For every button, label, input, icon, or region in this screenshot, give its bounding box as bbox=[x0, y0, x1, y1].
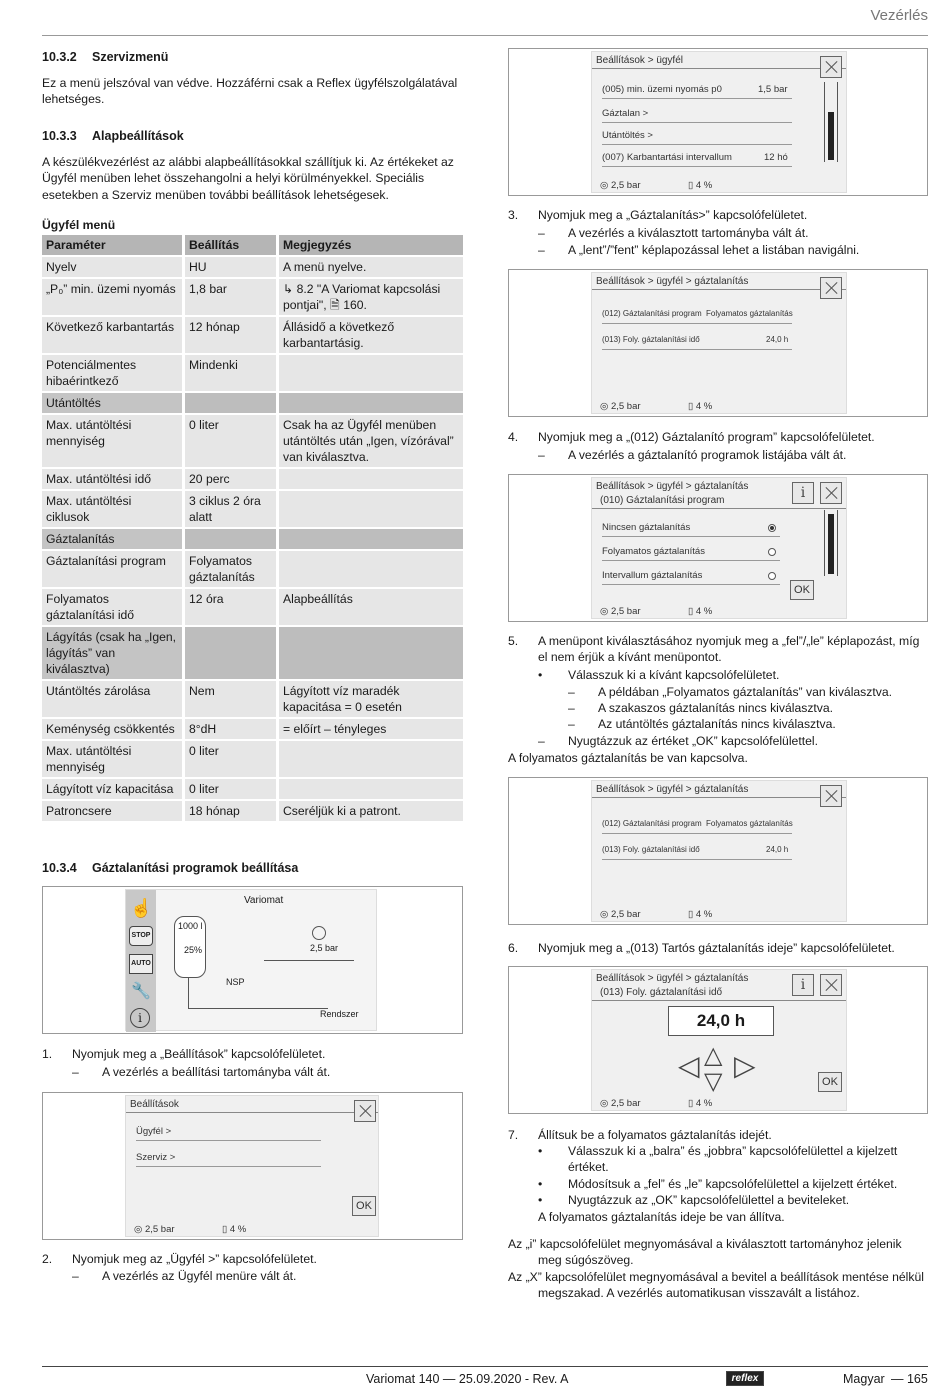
step-number: 6. bbox=[508, 941, 519, 955]
step-5-detail-4: Nyugtázzuk az értéket „OK” kapcsolófelülettel. bbox=[568, 734, 818, 748]
cell-note: Cseréljük ki a patront. bbox=[279, 801, 463, 821]
bullet: • bbox=[538, 668, 543, 682]
step-5-bullet-1: Válasszuk ki a kívánt kapcsolófelületet. bbox=[568, 668, 780, 682]
table-title: Ügyfél menü bbox=[42, 218, 116, 232]
cell-setting: 18 hónap bbox=[185, 801, 279, 821]
table-row bbox=[42, 741, 463, 777]
table-row bbox=[42, 279, 463, 315]
breadcrumb-rule bbox=[592, 508, 846, 509]
note-close-button: Az „X” kapcsolófelület megnyomásával a bevitel a beállítások mentése nélkül megszakad. A vezérlés automatikusan visszavált a listához. bbox=[508, 1270, 924, 1301]
cell-note: Csak ha az Ügyfél menüben utántöltés után „Igen, vízórával” van kiválasztva. bbox=[279, 415, 463, 467]
item-rule bbox=[602, 98, 792, 99]
step-7 bbox=[508, 1127, 928, 1143]
degas-program-value: Folyamatos gáztalanítás bbox=[706, 309, 793, 318]
item-rule bbox=[602, 122, 792, 123]
degas-program-display bbox=[591, 477, 847, 619]
menu-item-degas-time[interactable]: (013) Foly. gáztalanítási idő bbox=[602, 335, 700, 344]
item-rule bbox=[136, 1140, 321, 1141]
customer-display bbox=[591, 51, 847, 193]
item-rule bbox=[602, 859, 792, 860]
step-5-dash: – bbox=[538, 734, 545, 748]
cell-note: ↳ 8.2 "A Variomat kapcsolási pontjai", 🗎 160. bbox=[279, 279, 463, 315]
bullet: • bbox=[538, 1193, 543, 1207]
step-7-result: A folyamatos gáztalanítás ideje be van állítva. bbox=[538, 1210, 785, 1224]
section-number: 10.3.2 bbox=[42, 50, 77, 64]
auto-button[interactable]: AUTO bbox=[129, 954, 153, 974]
step-5-dash: – bbox=[568, 685, 575, 699]
status-level-value: 4 % bbox=[229, 1224, 247, 1235]
menu-item-maintenance[interactable]: (007) Karbantartási intervallum bbox=[602, 152, 732, 163]
status-pressure: ◎ 2,5 bar bbox=[600, 606, 641, 617]
degassing-confirmed-screen-figure bbox=[508, 777, 928, 925]
settings-screen-figure bbox=[42, 1092, 463, 1240]
footer-doc: Variomat 140 — 25.09.2020 - Rev. A bbox=[366, 1372, 569, 1386]
step-6 bbox=[508, 940, 928, 956]
cell-note bbox=[279, 529, 463, 549]
degassing-confirmed-display bbox=[591, 780, 847, 922]
cell-setting: 12 óra bbox=[185, 589, 279, 625]
section-title: Gáztalanítási programok beállítása bbox=[92, 861, 299, 875]
cell-parameter: Lágyítás (csak ha „Igen, lágyítás” van kiválasztva) bbox=[42, 627, 185, 679]
degas-program-value: Folyamatos gáztalanítás bbox=[706, 819, 793, 828]
item-rule bbox=[602, 144, 792, 145]
close-icon[interactable] bbox=[820, 277, 842, 299]
breadcrumb: Beállítások > ügyfél > gáztalanítás bbox=[596, 276, 749, 287]
arrow-up-icon[interactable]: △ bbox=[704, 1042, 723, 1069]
customer-menu-table bbox=[42, 233, 463, 823]
info-icon[interactable]: i bbox=[130, 1008, 150, 1028]
breadcrumb: Beállítások > ügyfél > gáztalanítás bbox=[596, 784, 749, 795]
table-row bbox=[42, 393, 463, 413]
table-header-row bbox=[42, 235, 463, 255]
cell-setting: Mindenki bbox=[185, 355, 279, 391]
cell-note: Állásidő a következő karbantartásig. bbox=[279, 317, 463, 353]
section-10-3-3-heading bbox=[42, 128, 184, 145]
overview-display bbox=[125, 889, 377, 1031]
table-row bbox=[42, 681, 463, 717]
footer-language: Magyar bbox=[843, 1372, 885, 1386]
table-row bbox=[42, 801, 463, 821]
step-3-result-2: A „lent”/”fent” képlapozással lehet a listában navigálni. bbox=[568, 243, 860, 257]
cell-note bbox=[279, 469, 463, 489]
breadcrumb: Beállítások > ügyfél > gáztalanítás bbox=[596, 973, 749, 984]
item-rule bbox=[602, 560, 780, 561]
step-text: Nyomjuk meg a „Beállítások” kapcsolófelületet. bbox=[72, 1047, 326, 1061]
option-continuous-degassing[interactable]: Folyamatos gáztalanítás bbox=[602, 546, 705, 557]
item-rule bbox=[602, 584, 780, 585]
breadcrumb-rule bbox=[592, 289, 846, 290]
cell-parameter: Gáztalanítási program bbox=[42, 551, 185, 587]
table-row bbox=[42, 627, 463, 679]
step-number: 2. bbox=[42, 1252, 53, 1266]
status-pressure-value: 2,5 bar bbox=[610, 909, 641, 920]
breadcrumb-rule bbox=[592, 68, 846, 69]
system-label: Rendszer bbox=[320, 1009, 359, 1019]
arrow-down-icon[interactable]: ▽ bbox=[704, 1068, 723, 1095]
footer-rule bbox=[42, 1366, 928, 1367]
step-5-detail-2: A szakaszos gáztalanítás nincs kiválasztva. bbox=[598, 701, 834, 715]
step-number: 7. bbox=[508, 1128, 519, 1142]
item-rule bbox=[602, 349, 792, 350]
section-10-3-2-text: Ez a menü jelszóval van védve. Hozzáférni csak a Reflex ügyfélszolgálatával lehetséges. bbox=[42, 76, 458, 107]
scrollbar-thumb[interactable] bbox=[828, 112, 834, 160]
header-rule bbox=[42, 35, 928, 36]
ok-button[interactable]: OK bbox=[790, 580, 814, 600]
step-1-result: A vezérlés a beállítási tartományba vált át. bbox=[102, 1065, 331, 1079]
close-icon[interactable] bbox=[354, 1100, 376, 1122]
cell-note: A menü nyelve. bbox=[279, 257, 463, 277]
arrow-right-icon[interactable]: ▷ bbox=[734, 1050, 756, 1081]
degas-time-value: 24,0 h bbox=[766, 845, 789, 854]
cell-parameter: Max. utántöltési ciklusok bbox=[42, 491, 185, 527]
item-rule bbox=[136, 1166, 321, 1167]
info-icon[interactable]: i bbox=[792, 482, 814, 504]
cell-note: Alapbeállítás bbox=[279, 589, 463, 625]
status-level-value: 4 % bbox=[695, 180, 713, 191]
menu-item-service[interactable]: Szerviz > bbox=[136, 1152, 176, 1163]
step-text: Állítsuk be a folyamatos gáztalanítás idejét. bbox=[538, 1128, 772, 1142]
cell-setting: 0 liter bbox=[185, 415, 279, 467]
cell-parameter: Gáztalanítás bbox=[42, 529, 185, 549]
radio-interval-degassing[interactable] bbox=[768, 572, 776, 580]
cell-note bbox=[279, 355, 463, 391]
customer-screen-figure bbox=[508, 48, 928, 196]
cell-setting bbox=[185, 393, 279, 413]
status-level: ▯ 4 % bbox=[688, 909, 713, 920]
table-row bbox=[42, 469, 463, 489]
step-number: 5. bbox=[508, 634, 519, 648]
cell-setting: HU bbox=[185, 257, 279, 277]
overview-title: Variomat bbox=[244, 895, 284, 906]
ok-button[interactable]: OK bbox=[352, 1196, 376, 1216]
step-number: 1. bbox=[42, 1047, 53, 1061]
cell-setting bbox=[185, 529, 279, 549]
status-level-value: 4 % bbox=[695, 1098, 713, 1109]
cell-parameter: „P₀” min. üzemi nyomás bbox=[42, 279, 185, 315]
section-title: Alapbeállítások bbox=[92, 129, 184, 143]
section-number: 10.3.4 bbox=[42, 861, 77, 875]
status-pressure-value: 2,5 bar bbox=[144, 1224, 175, 1235]
step-5-dash: – bbox=[568, 717, 575, 731]
cell-parameter: Potenciálmentes hibaérintkező bbox=[42, 355, 185, 391]
reflex-logo bbox=[726, 1371, 764, 1386]
settings-display bbox=[125, 1095, 379, 1237]
vessel-level: 25% bbox=[184, 945, 203, 955]
cell-parameter: Keménység csökkentés bbox=[42, 719, 185, 739]
step-5-detail-3: Az utántöltés gáztalanítás nincs kiválasztva. bbox=[598, 717, 836, 731]
breadcrumb: Beállítások bbox=[130, 1099, 179, 1110]
pipe-line bbox=[188, 978, 189, 1008]
scrollbar-thumb[interactable] bbox=[828, 514, 834, 574]
bullet: • bbox=[538, 1177, 543, 1191]
cell-setting: 20 perc bbox=[185, 469, 279, 489]
pipe-line bbox=[264, 960, 354, 961]
cell-note bbox=[279, 491, 463, 527]
menu-item-customer[interactable]: Ügyfél > bbox=[136, 1126, 172, 1137]
cell-setting: 8°dH bbox=[185, 719, 279, 739]
overview-screen-figure bbox=[42, 886, 463, 1034]
status-level: ▯ 4 % bbox=[222, 1224, 247, 1235]
step-3-dash: – bbox=[538, 243, 545, 257]
table-row bbox=[42, 317, 463, 353]
item-rule bbox=[602, 323, 792, 324]
overview-pressure: 2,5 bar bbox=[310, 943, 339, 953]
cell-setting: 12 hónap bbox=[185, 317, 279, 353]
arrow-left-icon[interactable]: ◁ bbox=[678, 1050, 700, 1081]
cell-setting: Folyamatos gáztalanítás bbox=[185, 551, 279, 587]
section-10-3-2-heading bbox=[42, 49, 168, 66]
degassing-screen-figure bbox=[508, 269, 928, 417]
status-level: ▯ 4 % bbox=[688, 606, 713, 617]
col-header-note: Megjegyzés bbox=[279, 235, 463, 255]
step-text: Nyomjuk meg a „(012) Gáztalanító program” kapcsolófelületet. bbox=[538, 430, 875, 444]
col-header-parameter: Paraméter bbox=[42, 235, 185, 255]
cell-parameter: Max. utántöltési idő bbox=[42, 469, 185, 489]
step-2-dash: – bbox=[72, 1269, 79, 1283]
menu-item-degas-program[interactable]: (012) Gáztalanítási program bbox=[602, 819, 702, 828]
degas-time-value: 24,0 h bbox=[766, 335, 789, 344]
cell-note bbox=[279, 779, 463, 799]
status-level-value: 4 % bbox=[695, 606, 713, 617]
cell-parameter: Nyelv bbox=[42, 257, 185, 277]
pipe-line bbox=[188, 1008, 328, 1009]
cell-parameter: Utántöltés zárolása bbox=[42, 681, 185, 717]
cell-parameter: Max. utántöltési mennyiség bbox=[42, 741, 185, 777]
item-rule bbox=[602, 166, 792, 167]
menu-item-degas-program[interactable]: (012) Gáztalanítási program bbox=[602, 309, 702, 318]
bullet: • bbox=[538, 1144, 543, 1158]
step-text: Nyomjuk meg a „Gáztalanítás>” kapcsolófelületet. bbox=[538, 208, 808, 222]
cell-setting bbox=[185, 627, 279, 679]
section-number: 10.3.3 bbox=[42, 129, 77, 143]
step-4-result: A vezérlés a gáztalanító programok listájába vált át. bbox=[568, 448, 847, 462]
gauge-icon bbox=[312, 926, 326, 940]
status-pressure: ◎ 2,5 bar bbox=[600, 1098, 641, 1109]
table-row bbox=[42, 355, 463, 391]
status-level: ▯ 4 % bbox=[688, 180, 713, 191]
time-value-field[interactable]: 24,0 h bbox=[668, 1006, 774, 1036]
cell-parameter: Max. utántöltési mennyiség bbox=[42, 415, 185, 467]
step-number: 3. bbox=[508, 208, 519, 222]
section-title: Szervizmenü bbox=[92, 50, 169, 64]
status-pressure: ◎ 2,5 bar bbox=[134, 1224, 175, 1235]
step-5-result: A folyamatos gáztalanítás be van kapcsolva. bbox=[508, 751, 748, 765]
cell-setting: Nem bbox=[185, 681, 279, 717]
step-text: Nyomjuk meg a „(013) Tartós gáztalanítás ideje” kapcsolófelületet. bbox=[538, 941, 895, 955]
step-5-dash: – bbox=[568, 701, 575, 715]
table-row bbox=[42, 529, 463, 549]
status-pressure: ◎ 2,5 bar bbox=[600, 401, 641, 412]
cell-parameter: Folyamatos gáztalanítási idő bbox=[42, 589, 185, 625]
table-row bbox=[42, 257, 463, 277]
degas-program-screen-figure bbox=[508, 474, 928, 622]
status-level-value: 4 % bbox=[695, 909, 713, 920]
status-pressure-value: 2,5 bar bbox=[610, 1098, 641, 1109]
cell-parameter: Patroncsere bbox=[42, 801, 185, 821]
menu-item-degas-time[interactable]: (013) Foly. gáztalanítási idő bbox=[602, 845, 700, 854]
close-icon[interactable] bbox=[820, 785, 842, 807]
vessel-volume: 1000 l bbox=[178, 921, 203, 931]
sub-title: (013) Foly. gáztalanítási idő bbox=[600, 987, 723, 998]
step-7-bullet-3: Nyugtázzuk az „OK” kapcsolófelülettel a beviteleket. bbox=[568, 1193, 850, 1207]
table-row bbox=[42, 779, 463, 799]
status-pressure: ◎ 2,5 bar bbox=[600, 180, 641, 191]
step-number: 4. bbox=[508, 430, 519, 444]
maintenance-value: 12 hó bbox=[764, 152, 788, 163]
note-info-button: Az „i” kapcsolófelület megnyomásával a kiválasztott tartományhoz jelenik meg súgószöveg. bbox=[508, 1237, 902, 1268]
footer-page: — 165 bbox=[891, 1372, 928, 1386]
breadcrumb: Beállítások > ügyfél > gáztalanítás bbox=[596, 481, 749, 492]
cell-setting: 0 liter bbox=[185, 741, 279, 777]
section-10-3-4-heading bbox=[42, 860, 298, 877]
breadcrumb-rule bbox=[592, 1000, 846, 1001]
cell-note bbox=[279, 393, 463, 413]
radio-continuous-degassing[interactable] bbox=[768, 548, 776, 556]
brand-name: reflex bbox=[727, 1372, 763, 1385]
degas-time-display bbox=[591, 969, 847, 1111]
status-pressure-value: 2,5 bar bbox=[610, 180, 641, 191]
close-icon[interactable] bbox=[820, 482, 842, 504]
cell-note bbox=[279, 551, 463, 587]
wrench-settings-icon[interactable]: 🔧 bbox=[131, 983, 151, 1000]
section-10-3-3-text: A készülékvezérlést az alábbi alapbeállításokkal szállítjuk ki. Az értékeket az Ügyfél menüben lehet összehangolni a helyi körülményekkel. Speciális esetekben a Szerviz menüben további beállítások lehetségesek. bbox=[42, 155, 454, 202]
stop-button[interactable]: STOP bbox=[129, 926, 153, 946]
table-row bbox=[42, 551, 463, 587]
table-row bbox=[42, 589, 463, 625]
info-icon[interactable]: i bbox=[792, 974, 814, 996]
step-1-dash: – bbox=[72, 1065, 79, 1079]
step-2-result: A vezérlés az Ügyfél menüre vált át. bbox=[102, 1269, 297, 1283]
step-text: A menüpont kiválasztásához nyomjuk meg a „fel”/„le” képlapozást, míg el nem érjük a kívánt menüpontot. bbox=[538, 634, 920, 665]
step-4-dash: – bbox=[538, 448, 545, 462]
step-5 bbox=[508, 633, 928, 666]
step-text: Nyomjuk meg az „Ügyfél >” kapcsolófelületet. bbox=[72, 1252, 317, 1266]
degas-time-screen-figure bbox=[508, 966, 928, 1114]
cell-setting: 0 liter bbox=[185, 779, 279, 799]
hand-icon[interactable]: ☝ bbox=[130, 898, 153, 918]
ok-button[interactable]: OK bbox=[818, 1072, 842, 1092]
cell-note: Lágyított víz maradék kapacitása = 0 esetén bbox=[279, 681, 463, 717]
status-level-value: 4 % bbox=[695, 401, 713, 412]
menu-item-degassing[interactable]: Gáztalan > bbox=[602, 108, 649, 119]
option-interval-degassing[interactable]: Intervallum gáztalanítás bbox=[602, 570, 703, 581]
min-pressure-value: 1,5 bar bbox=[758, 84, 788, 95]
step-3-result-1: A vezérlés a kiválasztott tartományba vált át. bbox=[568, 226, 809, 240]
status-pressure: ◎ 2,5 bar bbox=[600, 909, 641, 920]
close-icon[interactable] bbox=[820, 974, 842, 996]
cell-setting: 1,8 bar bbox=[185, 279, 279, 315]
menu-item-refill[interactable]: Utántöltés > bbox=[602, 130, 653, 141]
item-rule bbox=[602, 536, 780, 537]
step-4 bbox=[508, 429, 918, 445]
option-no-degassing[interactable]: Nincsen gáztalanítás bbox=[602, 522, 691, 533]
table-row bbox=[42, 719, 463, 739]
cell-note: = előírt – tényleges bbox=[279, 719, 463, 739]
step-5-detail-1: A példában „Folyamatos gáztalanítás” van kiválasztva. bbox=[598, 685, 893, 699]
breadcrumb-rule bbox=[592, 797, 846, 798]
col-header-setting: Beállítás bbox=[185, 235, 279, 255]
cell-setting: 3 ciklus 2 óra alatt bbox=[185, 491, 279, 527]
degassing-display bbox=[591, 272, 847, 414]
step-7-bullet-2: Módosítsuk a „fel” és „le” kapcsolófelülettel a kijelzett értéket. bbox=[568, 1177, 898, 1191]
cell-parameter: Utántöltés bbox=[42, 393, 185, 413]
step-2 bbox=[42, 1251, 452, 1267]
cell-note bbox=[279, 741, 463, 777]
step-7-bullet-1: Válasszuk ki a „balra” és „jobbra” kapcsolófelülettel a kijelzett értéket. bbox=[568, 1144, 898, 1175]
page-header-title: Vezérlés bbox=[870, 7, 928, 24]
nsp-label: NSP bbox=[226, 977, 245, 987]
breadcrumb-rule bbox=[126, 1112, 378, 1113]
breadcrumb: Beállítások > ügyfél bbox=[596, 55, 683, 66]
cell-parameter: Lágyított víz kapacitása bbox=[42, 779, 185, 799]
menu-item-min-pressure[interactable]: (005) min. üzemi nyomás p0 bbox=[602, 84, 722, 95]
status-pressure-value: 2,5 bar bbox=[610, 401, 641, 412]
table-row bbox=[42, 491, 463, 527]
table-row bbox=[42, 415, 463, 467]
cell-note bbox=[279, 627, 463, 679]
step-3-dash: – bbox=[538, 226, 545, 240]
radio-no-degassing[interactable] bbox=[768, 524, 776, 532]
status-level: ▯ 4 % bbox=[688, 1098, 713, 1109]
status-pressure-value: 2,5 bar bbox=[610, 606, 641, 617]
status-level: ▯ 4 % bbox=[688, 401, 713, 412]
sub-title: (010) Gáztalanítási program bbox=[600, 495, 725, 506]
close-icon[interactable] bbox=[820, 56, 842, 78]
cell-parameter: Következő karbantartás bbox=[42, 317, 185, 353]
item-rule bbox=[602, 833, 792, 834]
step-3 bbox=[508, 207, 918, 223]
step-1 bbox=[42, 1046, 452, 1062]
